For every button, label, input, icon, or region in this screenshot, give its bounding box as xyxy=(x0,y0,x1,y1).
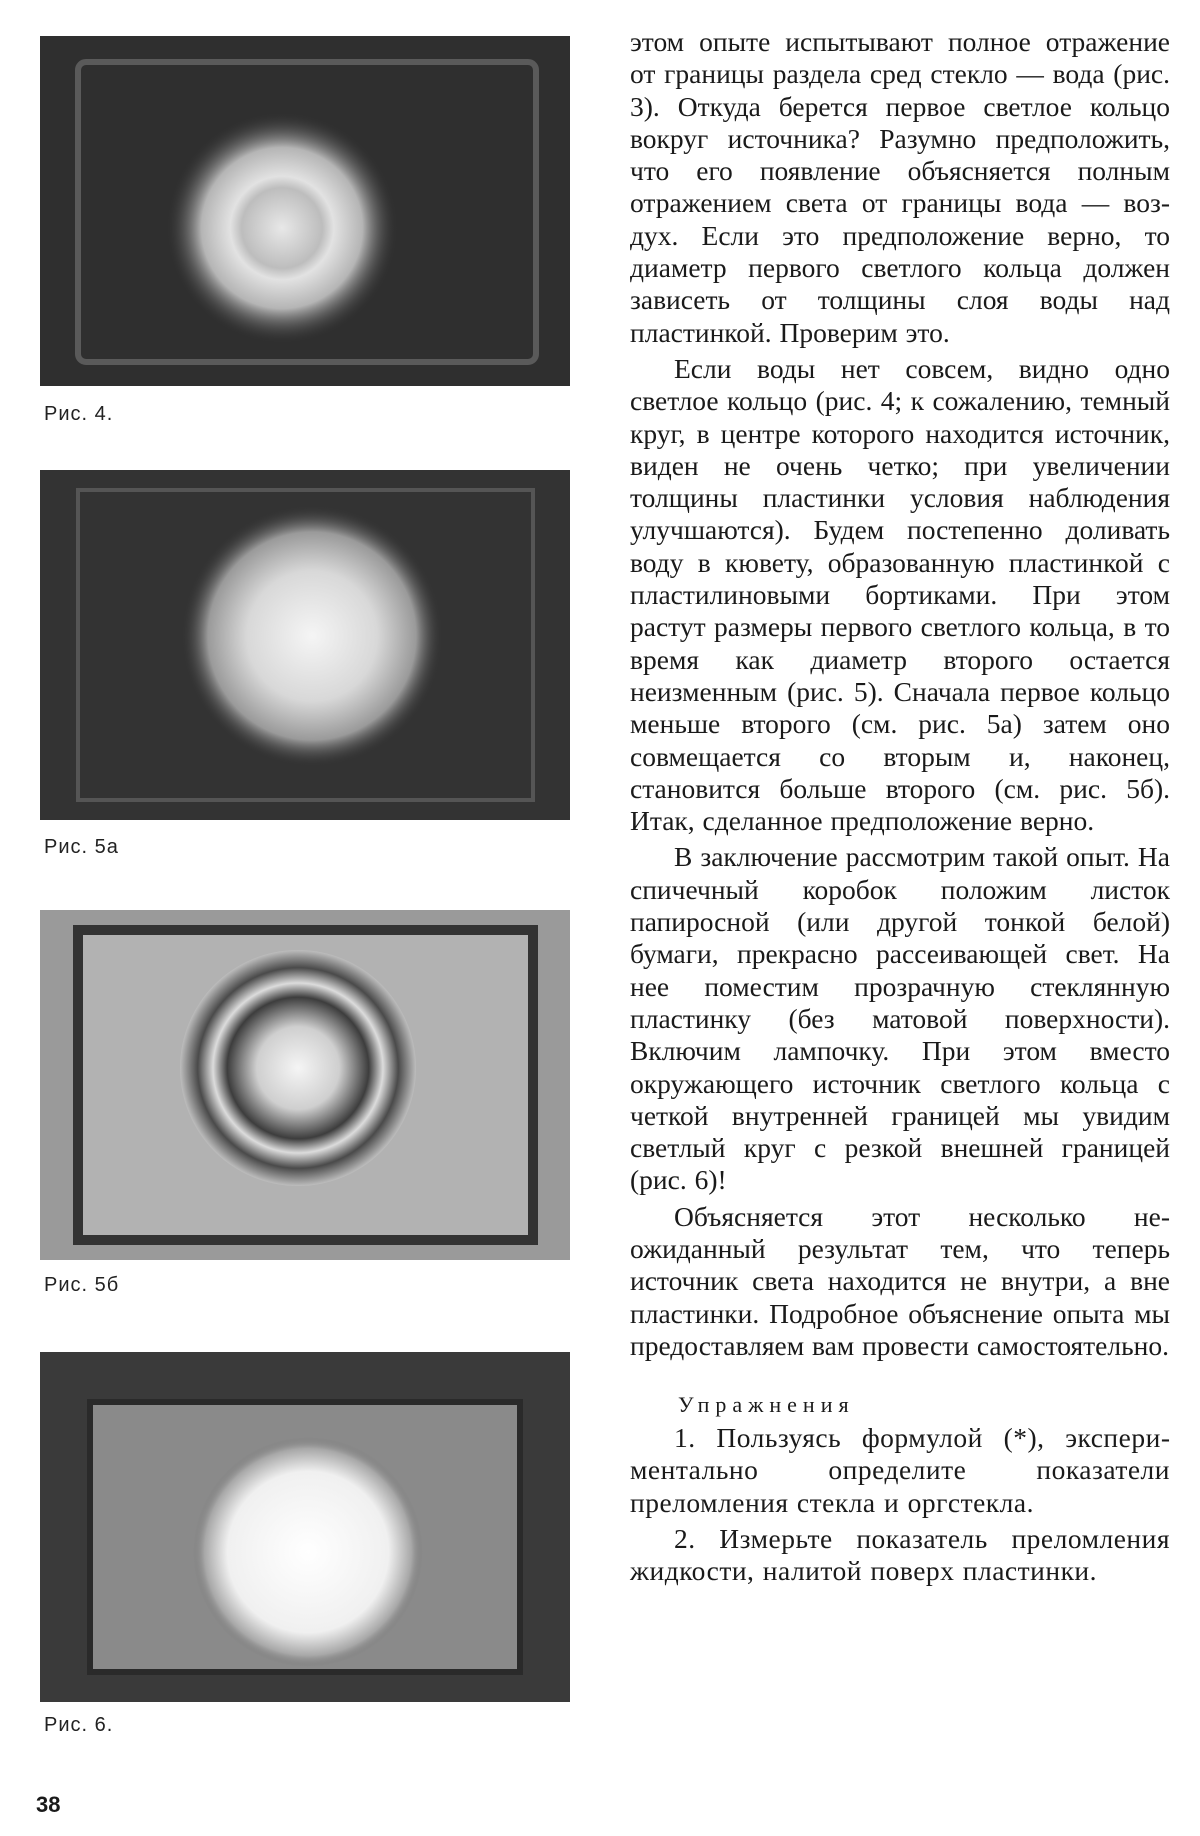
paragraph-3: В заключение рассмотрим такой опыт. На спичечный коробок положим листок папиросной (или другой тонкой белой) бумаги, прекрасно рассеивающей свет. На нее поместим прозрачную стеклянную пластинку (без матовой поверхности). Включим лампочку. При этом вместо окружающего источник светлого кольца с четкой внутренней границей мы увидим светлый круг с резкой внешней границей (рис. 6)! xyxy=(630,841,1170,1196)
figure-5a-caption: Рис. 5а xyxy=(44,836,119,858)
exercises-title: Упражнения xyxy=(678,1392,855,1418)
paragraph-2: Если воды нет совсем, видно одно светлое кольцо (рис. 4; к сожалению, темный круг, в центре которого находится источник, виден не очень четко; при увеличении толщины пластинки условия наблюдения улучшаются). Будем постепенно доливать воду в кювету, образованную пластинкой с пластилиновыми бортиками. При этом растут размеры первого светлого кольца, в то время как диаметр второго остается неизменным (рис. 5). Сначала первое кольцо меньше второго (см. рис. 5а) затем оно совмещается со вторым и, наконец, становится больше второго (см. рис. 5б). Итак, сделанное предположение верно. xyxy=(630,352,1170,837)
figure-4-caption: Рис. 4. xyxy=(44,403,114,425)
figure-6-caption: Рис. 6. xyxy=(44,1714,114,1736)
page-number: 38 xyxy=(36,1792,61,1817)
exercise-item-2: 2. Измерьте показатель преломления жидкости, налитой поверх пластинки. xyxy=(630,1523,1170,1587)
figure-4-photo xyxy=(40,36,570,386)
paragraph-4: Объясняется этот несколько неожиданный результат тем, что теперь источник света находится не внутри, а вне пластинки. Подробное объяснение опыта мы предоставляем вам провести самостоятельно. xyxy=(630,1200,1170,1361)
paragraph-1: этом опыте испытывают полное отражение от границы раздела сред стекло — вода (рис. 3). Откуда берется первое светлое кольцо вокруг источника? Разумно предположить, что его появление объясняется полным отражением света от границы вода — воздух. Если это предположение верно, то диаметр первого светлого кольца должен зависеть от толщины слоя воды над пластинкой. Проверим это. xyxy=(630,26,1170,348)
text-column xyxy=(630,26,1170,1592)
figure-5b-photo xyxy=(40,910,570,1260)
exercise-item-1: 1. Пользуясь формулой (*), экспериментально определите показатели преломления стекла и оргстекла. xyxy=(630,1422,1170,1518)
figure-5a-photo xyxy=(40,470,570,820)
figure-6-photo xyxy=(40,1352,570,1702)
figure-5b-caption: Рис. 5б xyxy=(44,1274,120,1296)
